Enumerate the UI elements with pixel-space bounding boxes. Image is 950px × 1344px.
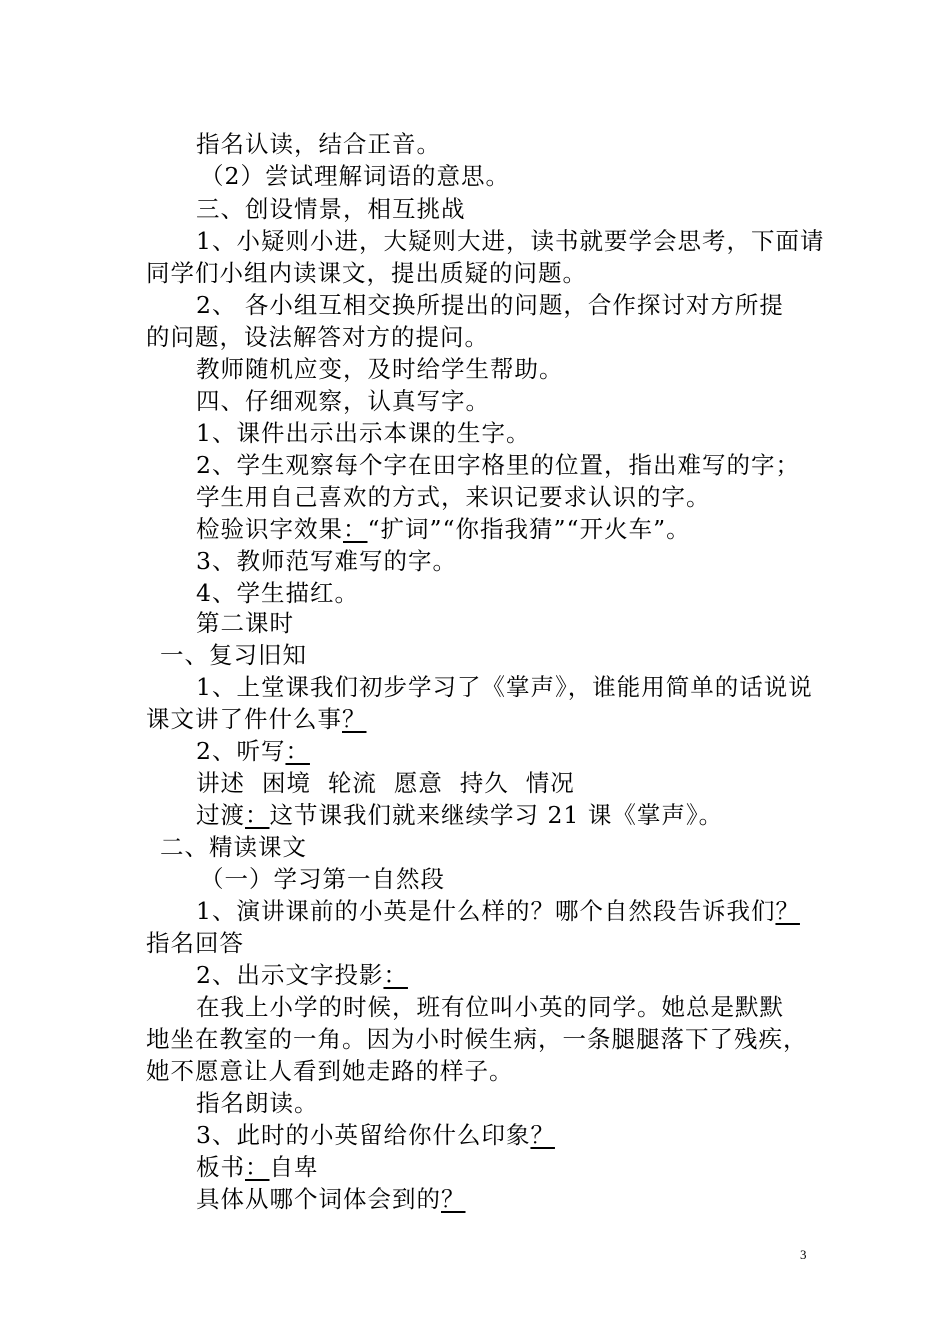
word-list: 讲述 困境 轮流 愿意 持久 情况: [196, 769, 575, 797]
page-number: 3: [800, 1247, 807, 1262]
text-line: [196, 799, 723, 831]
underlined-colon: ：: [343, 515, 368, 543]
section-heading: 四、仔细观察，认真写字。: [196, 387, 490, 415]
lesson-heading: 第二课时: [196, 609, 294, 637]
underlined-question-mark: ？: [530, 1121, 555, 1149]
text-segment: 2、听写: [196, 737, 286, 765]
text-line: 的问题，设法解答对方的提问。: [146, 323, 489, 351]
underlined-colon: ：: [383, 961, 408, 989]
quoted-passage: 地坐在教室的一角。因为小时候生病，一条腿腿落下了残疾，: [146, 1025, 808, 1053]
text-line: [196, 959, 408, 991]
text-segment: 具体从哪个词体会到的: [196, 1185, 441, 1213]
text-segment: 1、演讲课前的小英是什么样的？哪个自然段告诉我们: [196, 897, 776, 925]
text-line: 学生用自己喜欢的方式，来识记要求认识的字。: [196, 483, 711, 511]
underlined-question-mark: ？: [775, 897, 800, 925]
text-line: 指名认读，结合正音。: [196, 130, 441, 158]
text-line: [196, 513, 691, 545]
text-line: 2、 各小组互相交换所提出的问题，合作探讨对方所提: [196, 291, 784, 319]
underlined-colon: ：: [245, 1153, 270, 1181]
text-line: 指名朗读。: [196, 1089, 319, 1117]
underlined-colon: ：: [245, 801, 270, 829]
text-segment: “扩词”“你指我猜”“开火车”。: [367, 515, 691, 543]
text-line: 4、学生描红。: [196, 579, 359, 607]
text-segment: 这节课我们就来继续学习 21 课《掌声》。: [269, 801, 724, 829]
quoted-passage: 她不愿意让人看到她走路的样子。: [146, 1057, 514, 1085]
section-heading: 二、精读课文: [160, 833, 307, 861]
text-line: 指名回答: [146, 929, 244, 957]
text-segment: 课文讲了件什么事: [146, 705, 342, 733]
subsection-heading: （一）学习第一自然段: [200, 865, 445, 893]
text-line: 教师随机应变，及时给学生帮助。: [196, 355, 564, 383]
text-line: [196, 1183, 466, 1215]
text-line: 2、学生观察每个字在田字格里的位置，指出难写的字；: [196, 451, 800, 479]
text-line: [196, 895, 800, 927]
text-segment: 检验识字效果: [196, 515, 343, 543]
text-segment: 3、此时的小英留给你什么印象: [196, 1121, 531, 1149]
section-heading: 一、复习旧知: [160, 641, 307, 669]
text-line: 1、课件出示出示本课的生字。: [196, 419, 531, 447]
text-line: 1、上堂课我们初步学习了《掌声》，谁能用简单的话说说: [196, 673, 813, 701]
underlined-colon: ：: [285, 737, 310, 765]
section-heading: 三、创设情景，相互挑战: [196, 195, 466, 223]
text-line: 同学们小组内读课文，提出质疑的问题。: [146, 259, 587, 287]
text-segment: 自卑: [269, 1153, 319, 1181]
text-line: 1、小疑则小进，大疑则大进，读书就要学会思考，下面请: [196, 227, 825, 255]
text-line: [196, 1151, 319, 1183]
quoted-passage: 在我上小学的时候，班有位叫小英的同学。她总是默默: [196, 993, 784, 1021]
text-segment: 板书: [196, 1153, 245, 1181]
text-line: [196, 1119, 555, 1151]
text-line: 3、教师范写难写的字。: [196, 547, 457, 575]
text-segment: 2、出示文字投影: [196, 961, 384, 989]
underlined-question-mark: ？: [441, 1185, 466, 1213]
text-line: （2）尝试理解词语的意思。: [200, 162, 510, 190]
text-line: [196, 735, 310, 767]
text-line: [146, 703, 367, 735]
underlined-question-mark: ？: [342, 705, 367, 733]
text-segment: 过渡: [196, 801, 245, 829]
